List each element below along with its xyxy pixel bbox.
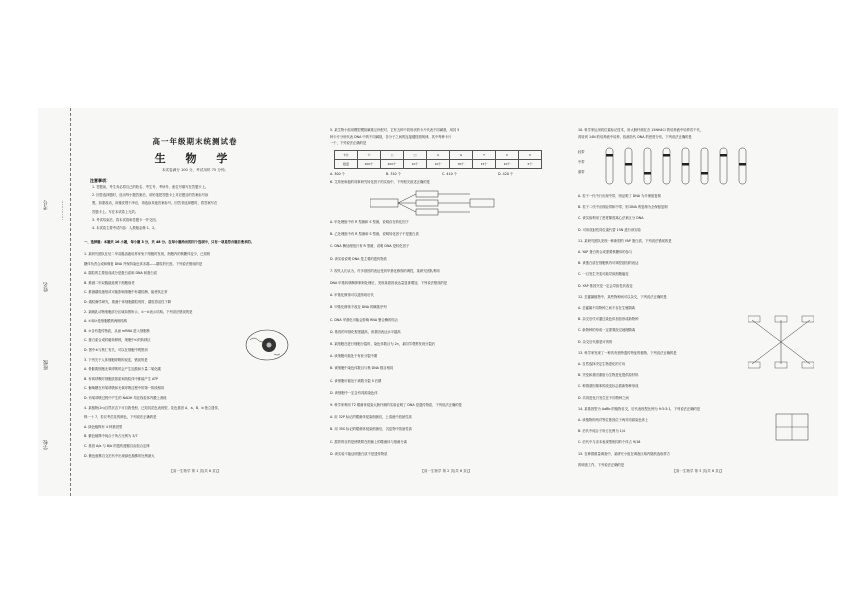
binding-label-school: 学校 [43,440,49,450]
text-line: DNA 甲基转移酶抑制剂处理后，发现某基因表达量显著增加，下列说法错误的是 [330,281,448,285]
page-1 [84,128,306,473]
page-2 [330,128,562,473]
text-line: 1. 答题前，考生务必将自己的姓名、考生号、考场号、座位号填写在答题卡上。 [92,185,209,189]
table-count-cell: 30个 [450,160,473,169]
text-line: 10. 科学家运用同位素标记技术，用大肠杆菌在含 15NH4Cl 的培养液中培养若干代， [578,128,704,132]
page-3-footer: 【高一生物学 第 3 页(共 6 页)】 [672,469,724,473]
text-line: 1. 某研究团队在尼二甲双胍溶液培养家兔下细胞时发现，细胞内的核糖体变少，已知核 [84,252,211,256]
text-line: B. 杂交后代可通过染色体加倍形成新物种 [578,317,639,322]
option-0: A. 300 个 [330,172,345,176]
table-header-cell [358,151,381,160]
text-line: C. 新物种的形成一定需要经过地理隔离 [578,328,636,333]
text-line: D. 基因的甲基化程度越高，该基因表达水平越高 [330,329,401,334]
table-count-cell: 10个 [427,160,450,169]
text-line: A. YAP 蛋白的合成需要核糖体的参与 [578,250,633,254]
text-line: 答题卡上。写在本试卷上无效。 [92,209,139,214]
text-line: B. 紫色植株中纯合子所占比例为 3/7 [84,434,138,439]
table-header-cell: A [427,151,450,160]
text-line: C. DNA 甲基化可能会影响 RNA 聚合酶的结合 [330,317,398,322]
sampling-plot-figure [774,412,810,442]
binding-dots: ⋯⋯⋯⋯ [60,200,66,220]
text-line: 13. 科学家发现了一种具有独特遗传特征的植物，下列说法正确的是 [578,350,677,355]
transformation-flow-diagram [370,190,520,216]
table-header-cell [404,151,427,160]
table-header-cell: 卡片 [335,151,358,160]
dna-band [606,154,613,157]
table-count-cell: 数量 [335,160,358,169]
dna-band [739,163,746,166]
text-line: 12. 芸薹属植物中，某些物种间可以杂交，下列说法正确的是 [578,294,667,299]
notes-title: 注意事项： [90,178,110,183]
text-line: 种卡片分别代表 DNA 中的不同碱基，各分子之间的连接键按照规律，其中每种卡片 [330,134,452,139]
text-line: D. YAP 基因突变一定会导致性状改变 [578,283,633,288]
text-line: 4. 某植物(2n)自然状态下可自我受粉，已知其花色表现型，花色基因 A、a、B、b 独立遗传， [84,405,222,410]
text-line: B. ⑤含有遗传物质，从而 mRNA 进入细胞核 [84,328,150,333]
text-line: A. 甲处理组中有 R 型菌和 S 型菌，说明存在转化因子 [330,220,409,224]
text-line: B. 有氧呼吸时细胞质基质和线粒体中都能产生 ATP [84,376,159,381]
text-line: C. 后代中与亲本表现型相同的个体占 9/16 [578,440,641,445]
option-1: B. 310 个 [386,172,401,176]
text-line: B. 该细胞中染色体数目与核 DNA 数目相同 [330,366,394,371]
table-count-cell: 10个 [496,160,519,169]
text-line: A. 绿色植株有 4 种基因型 [84,424,123,429]
square-icon: □ [413,153,417,157]
test-tube [606,148,613,184]
text-line: C. 搅拌的目的是使吸附在细菌上的噬菌体与细菌分离 [330,439,407,444]
text-line: C. 一旦发生突变可能导致细胞癌变 [578,272,629,277]
text-line: 5. 某生物小组用模型模拟碱基互补配对，它有五种不同形状的卡片代表不同碱基，用其 5 [330,128,460,132]
text-line: C. 蛋白质合成时磁转移核，细胞中①的转移区 [84,338,151,343]
text-line: C. DNA 酶处理组只有 R 型菌，说明 DNA 是转化因子 [330,244,410,249]
text-line: A. 自然选择决定生物进化的方向 [578,362,626,366]
option-3: D. 420 个 [498,172,514,176]
page-1-footer: 【高一生物学 第 1 页(共 6 页)】 [169,469,221,473]
text-line: D. 有氧呼吸过程中产生的 NADH 均在线粒体内膜上消耗 [84,396,167,400]
text-line: A. 骨骼肌细胞无氧呼吸时会产生乳酸和少量二氧化碳 [84,367,161,372]
exam-meta: 本试卷满分 100 分，考试用时 75 分钟。 [161,168,229,172]
tube-label-light: 轻带 [578,150,585,154]
table-count-cell: 200个 [358,160,381,169]
dna-band [625,163,632,166]
centrifuge-tubes-figure [592,146,762,188]
test-tube [720,148,727,184]
table-header-cell: G [450,151,473,160]
table-header-cell [381,151,404,160]
circle-icon: ○ [390,153,394,157]
tube-label-mid: 中带 [578,160,585,164]
exam-title: 高一年级期末统测试卷 [152,137,238,146]
text-line: A. 芸薹属不同物种之间不存在生殖隔离 [578,306,636,310]
table-count-cell: 5个 [519,160,542,169]
table-header-cell: C [496,151,519,160]
text-line: A. 甲基化修饰可以遗传给后代 [330,293,374,298]
text-line: 7. 现代人们认为，许多基因的表达受到甲基化修饰的调控，某研究团队利用 [330,268,440,273]
text-line: 2. 某哺乳动物细胞部分区域如图所示，①~⑥表示结构。下列说法错误的是 [84,309,193,314]
test-tube [739,148,746,184]
text-line: C. 葡萄糖在有氧呼吸和无氧呼吸过程中的第一阶段相同 [84,386,165,391]
text-line: C. 该细胞可能处于减数分裂 II 后期 [330,378,382,383]
text-line: A. 该细胞可能处于有丝分裂中期 [330,354,378,359]
page-3 [578,128,818,473]
text-line: 一个，下列说法正确的是 [330,141,367,145]
text-line: A. 端粒的主要组成成分是蛋白质和 DNA 和蛋白质 [84,271,157,276]
text-line: D. 该实验不能证明蛋白质不是遗传物质 [330,451,388,456]
section-1-heading: 一、选择题：本题共 16 小题，每小题 3 分，共 48 分。在每小题给出的四个选项中，只有一项是符合题目要求的。 [84,240,255,244]
text-line: A. ①和②是细胞膜的两侧结构 [84,319,128,324]
text-line: 8. 某细胞在进行细胞分裂时，染色体数目为 2n，某同学观察发现分裂后 [330,342,436,346]
text-line: 15. 在种群数量调查中，某研究小组在调查区域内随机选取样方 [578,451,671,456]
dna-band [644,172,651,175]
text-line: B. 突变和基因重组为生物进化提供原材料 [578,373,639,378]
pentagon-icon: ⬠ [367,153,371,157]
text-line: A. 该植物的两对等位基因位于两对同源染色体上 [578,418,649,422]
text-line: B. 乙处理组中有 R 型菌和 S 型菌，说明转化因子不是蛋白质 [330,232,419,237]
table-header-cell: U [519,151,542,160]
text-line: 糖体负责合成和修复 DNA 并保持染色体末端——端粒的长度。下列说法错误的是 [84,261,203,266]
text-line: 株一十 7，若仅考虑花的颜色，下列说法正确的是 [84,415,157,420]
text-line: D. 杂交后代都是可育的 [578,339,613,344]
text-line: D. 图中⑥与核仁有关，可以在细胞中观察到 [84,348,148,352]
text-line: 3. 下列关于人体细胞呼吸的叙述，错误的是 [84,357,148,362]
text-line: 2. 回答选择题时，选出每小题答案后，用铅笔把答题卡上对应题目的答案标号涂 [92,193,209,198]
text-line: 4. 本试卷主要考试内容：人教版必修 1、2。 [92,226,158,230]
text-line: C. 种群基因频率的改变标志着新物种形成 [578,384,639,389]
text-line: D. 该实验说明 DNA 是主要的遗传物质 [330,256,387,261]
text-line: B. 甲基化修饰不改变 DNA 的碱基序列 [330,305,387,310]
text-line: D. 共同进化只发生在不同物种之间 [578,395,629,400]
table-count-cell: 15个 [473,160,496,169]
text-line: C. 推测端粒缩短或可能影响细胞中有端粒酶，能使其正常 [84,290,168,295]
text-line: 的调查工作，下列说法正确的是 [578,462,625,467]
text-line: 11. 某研究团队发现一种新型的 YAP 蛋白质，下列说法错误的是 [578,238,672,243]
text-line: 9. 科学家利用 T2 噬菌体侵染大肠杆菌的实验证明了 DNA 是遗传物质，下列说法正确的是 [330,403,462,407]
text-line: B. 后代中纯合子所占比例为 1/4 [578,429,625,434]
binding-label-name: 姓名 [43,282,49,292]
cell-diagram [244,328,290,362]
card-table [334,150,542,169]
dna-band [720,154,727,157]
option-2: C. 410 个 [442,172,458,176]
text-line: D. 该细胞中一定含有同源染色体 [330,390,378,395]
table-count-cell: 10个 [404,160,427,169]
table-count-cell: 400个 [381,160,404,169]
test-tube [644,148,651,184]
text-line: C. 该实验利用了密度梯度离心法来区分 DNA [578,216,644,221]
text-line: C. 基因 A/a 与 B/b 的遗传遵循自由组合定律 [84,444,150,448]
text-line: 3. 考试结束后，将本试卷和答题卡一并交回。 [92,217,159,222]
test-tube [682,148,689,184]
binding-margin [38,108,71,496]
text-line: B. 该蛋白质在细胞核内可调控基因的表达 [578,261,639,266]
dna-band [701,172,708,175]
page-2-footer: 【高一生物学 第 2 页(共 6 页)】 [420,469,472,473]
text-line: 14. 某基因型为 AaBb 的植物自交，后代表现型比例为 9:3:3:1，下列说法正确的是 [578,406,701,411]
subject-title: 生 物 学 [154,152,236,165]
test-tube [701,148,708,184]
text-line: 再转到 14N 的培养液中培养，检测各代 DNA 的密度分布，下列说法正确的是 [578,135,692,139]
table-header-cell: T [473,151,496,160]
text-line: B. 用 35S 标记的噬菌体侵染细菌后，沉淀物中放射性高 [330,427,412,432]
dna-band [663,154,670,157]
text-line: 黑。如需改动，用橡皮擦干净后，再选涂其他答案标号。回答非选择题时，将答案写在 [92,201,218,206]
dna-band [682,163,689,166]
test-tube [663,148,670,184]
tube-label-heavy: 重带 [578,170,585,174]
question-6-stem: 6. 艾弗里和他的同事研究转化因子的实验中，下列相关叙述正确的是 [330,180,430,184]
text-line: D. 可用放射性同位素代替 15N 进行该实验 [578,227,641,232]
text-line: D. 紫色植株自交后代中出现绿色植株的比例最大 [84,453,155,458]
text-line: B. 推测二甲双胍能延缓下细胞衰老 [84,280,135,285]
text-line: B. 若子二代中出现轻带和中带，则 DNA 的复制为全保留复制 [578,205,668,210]
binding-label-class: 班级 [43,360,49,370]
text-line: D. 端粒酶学研究，推测个体细胞端粒短时，端粒将活性下降 [84,300,172,304]
binding-label-id: 考号 [43,200,49,210]
test-tube [625,148,632,184]
text-line: A. 用 32P 标记的噬菌体侵染细菌后，上清液中放射性高 [330,415,412,420]
text-line: A. 若子一代中只出现中带，则证明了 DNA 为半保留复制 [578,194,661,198]
